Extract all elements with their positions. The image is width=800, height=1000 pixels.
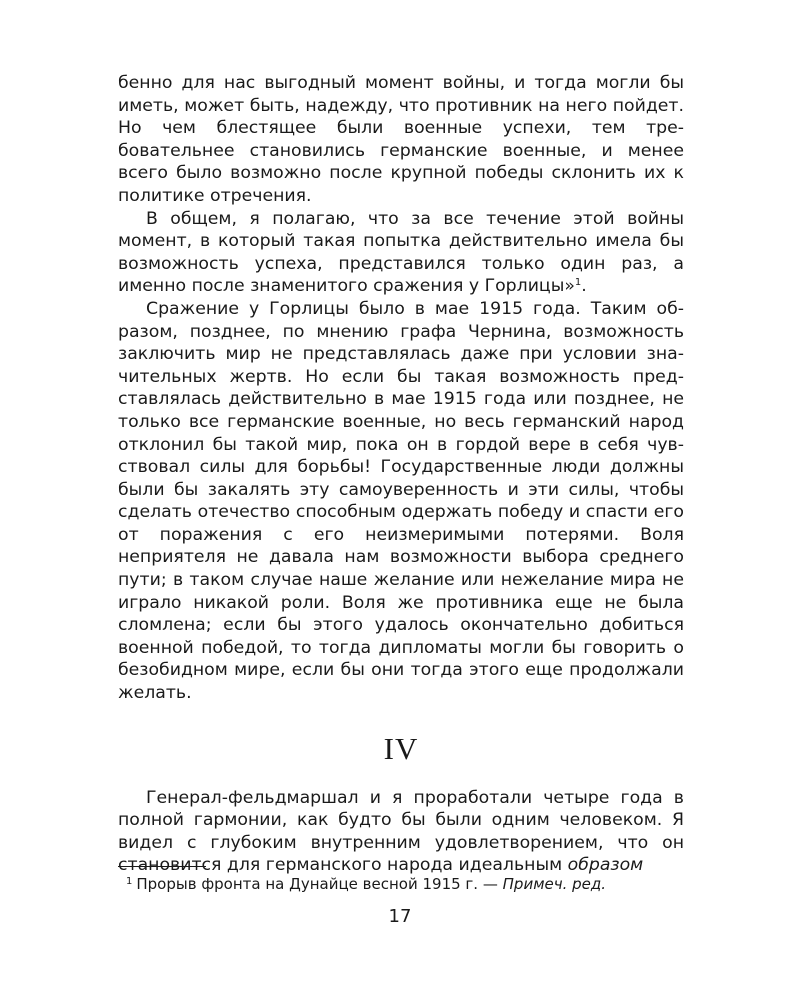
page-number: 17	[388, 906, 412, 927]
paragraph-quote-end: .	[581, 276, 587, 297]
footnote-reference[interactable]: 1	[574, 277, 582, 289]
footnote	[118, 874, 688, 894]
paragraph-gorlice: Сражение у Горлицы было в мае 1915 года. Таким образом, позднее, по мнению графа Чернина, возможность заключить мир не представлялась даже при условии значительных жертв. Но если бы такая возможность представлялась действительно в мае 1915 года или позднее, не только все германские военные, но весь германский народ отклонил бы такой мир, пока он в гордой вере в себя чувствовал силы для борьбы! Государственные люди должны были бы закалять эту самоуверенность и эти силы, чтобы сделать отечество способным одержать победу и спасти его от поражения с его неизмеримыми потерями. Воля неприятеля не давала нам возможности выбора среднего пути; в таком случае наше желание или нежелание мира не играло никакой роли. Воля же противника еще не была сломлена; если бы этого удалось окончательно добиться военной победой, то тогда дипломаты могли бы говорить о безобидном мире, если бы они тогда этого еще продолжали желать.	[118, 298, 684, 704]
page-body	[118, 72, 684, 877]
footnote-text: Прорыв фронта на Дунайце весной 1915 г. —	[136, 875, 498, 893]
section-heading: IV	[383, 730, 419, 766]
footnote-editor-note: Примеч. ред.	[502, 875, 607, 893]
paragraph-quote	[118, 208, 684, 298]
paragraph-quote-text: В общем, я полагаю, что за все течение этой войны момент, в который такая попытка действительно имела бы возможность успеха, представился только один раз, а именно после знаменитого сражения у Горлицы»	[118, 208, 684, 297]
paragraph-section-iv-text: Генерал-фельдмаршал и я проработали четыре года в полной гармонии, как будто бы были одним человеком. Я видел с глубоким внутренним удовлетворением, что он становится для германского народа идеальным	[118, 787, 684, 876]
footnote-divider	[118, 866, 206, 867]
footnote-mark: 1	[126, 876, 133, 887]
paragraph-section-iv-italic: образом	[567, 855, 644, 876]
paragraph-continuation: бенно для нас выгодный момент войны, и тогда могли бы иметь, может быть, надежду, что противник на него пойдет. Но чем блестящее были военные успехи, тем требовательнее становились германские военные, и менее всего было возможно после крупной победы склонить их к политике отречения.	[118, 73, 684, 206]
paragraph-section-iv	[118, 787, 684, 877]
